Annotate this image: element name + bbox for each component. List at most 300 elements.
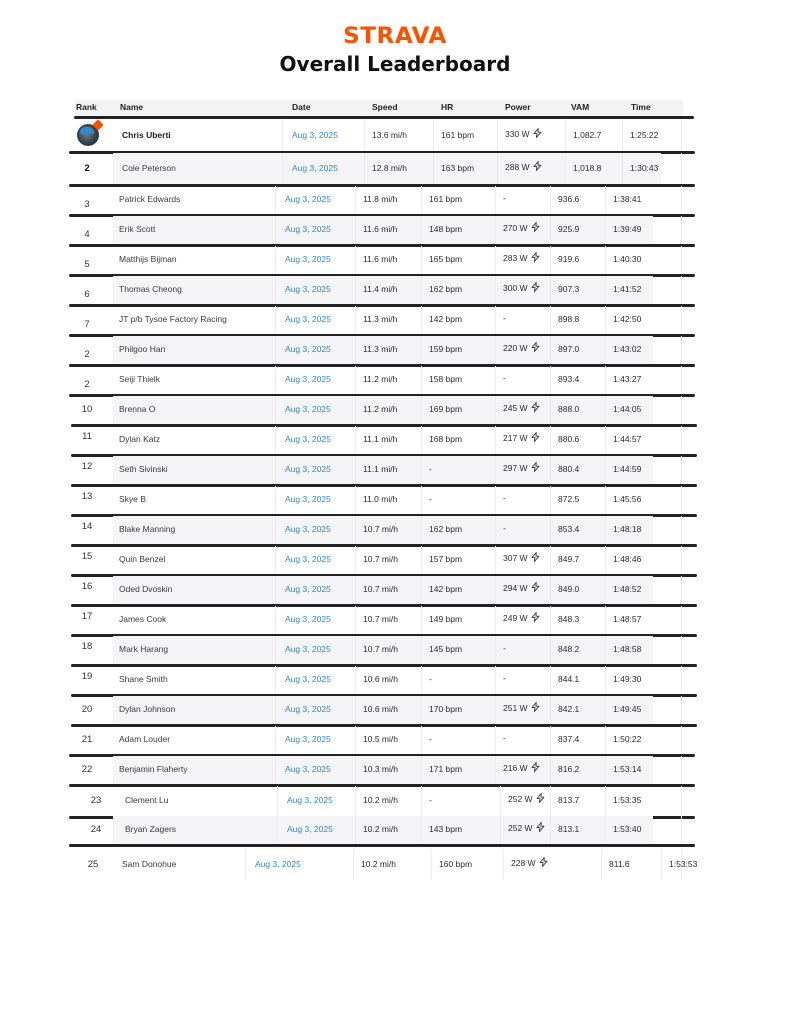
heart-rate-value: - — [429, 734, 432, 744]
column-separator — [355, 726, 356, 754]
rank-number: 6 — [84, 289, 90, 300]
column-separator — [421, 216, 422, 244]
column-header-date[interactable]: Date — [292, 102, 311, 112]
activity-date-link[interactable]: Aug 3, 2025 — [285, 434, 331, 444]
vam-value: 872.5 — [558, 494, 580, 504]
column-separator — [355, 606, 356, 634]
column-separator — [353, 850, 354, 880]
column-separator — [681, 456, 682, 484]
column-separator — [495, 216, 496, 244]
column-separator — [681, 606, 682, 634]
column-header-power[interactable]: Power — [505, 102, 531, 112]
column-separator — [421, 336, 422, 364]
elapsed-time-value: 1:44:05 — [613, 404, 642, 414]
athlete-name-link[interactable]: Erik Scott — [119, 224, 156, 234]
activity-date-link[interactable]: Aug 3, 2025 — [292, 130, 338, 140]
athlete-name-link[interactable]: James Cook — [119, 614, 167, 624]
table-row[interactable] — [75, 756, 695, 784]
column-separator — [550, 576, 551, 604]
speed-value: 10.7 mi/h — [363, 554, 398, 564]
table-row[interactable] — [75, 606, 695, 634]
vam-value: 844.1 — [558, 674, 580, 684]
elapsed-time-value: 1:44:59 — [613, 464, 642, 474]
power-value: 270 W — [503, 223, 528, 233]
column-separator — [421, 666, 422, 694]
column-separator — [355, 276, 356, 304]
column-separator — [565, 119, 566, 151]
column-separator — [275, 636, 276, 664]
speed-value: 10.7 mi/h — [363, 524, 398, 534]
rank-number: 2 — [84, 163, 90, 174]
column-separator — [282, 153, 283, 184]
power-value: 283 W — [503, 253, 528, 263]
rank-number: 21 — [81, 734, 93, 745]
athlete-name-link[interactable]: Seiji Thielk — [119, 374, 160, 384]
table-row[interactable] — [75, 153, 695, 184]
column-separator — [495, 246, 496, 274]
rank-number: 22 — [81, 764, 93, 775]
speed-value: 10.3 mi/h — [363, 764, 398, 774]
lightning-bolt-icon — [531, 252, 540, 262]
column-separator — [355, 186, 356, 214]
rank-number: 25 — [87, 859, 99, 870]
column-separator — [661, 850, 662, 880]
column-separator — [421, 486, 422, 514]
power-meter-icon — [529, 552, 540, 563]
column-separator — [550, 726, 551, 754]
vam-value: 1,018.8 — [573, 163, 602, 173]
vam-value: 888.0 — [558, 404, 580, 414]
column-separator — [550, 516, 551, 544]
heart-rate-value: 148 bpm — [429, 224, 463, 234]
vam-value: 816.2 — [558, 764, 580, 774]
lightning-bolt-icon — [533, 128, 542, 138]
column-header-speed[interactable]: Speed — [372, 102, 398, 112]
speed-value: 10.2 mi/h — [363, 824, 398, 834]
column-separator — [421, 726, 422, 754]
column-separator — [275, 756, 276, 784]
activity-date-link[interactable]: Aug 3, 2025 — [285, 704, 331, 714]
column-separator — [421, 426, 422, 454]
heart-rate-value: 165 bpm — [429, 254, 463, 264]
heart-rate-value: 161 bpm — [441, 130, 475, 140]
column-separator — [550, 426, 551, 454]
athlete-name-link[interactable]: Philgoo Han — [119, 344, 166, 354]
activity-date-link[interactable]: Aug 3, 2025 — [285, 644, 331, 654]
page-title: Overall Leaderboard — [279, 52, 511, 76]
table-row[interactable] — [75, 276, 695, 304]
activity-date-link[interactable]: Aug 3, 2025 — [287, 795, 333, 805]
athlete-name-link[interactable]: Chris Uberti — [122, 130, 171, 140]
vam-value: 811.6 — [609, 859, 630, 869]
column-separator — [550, 306, 551, 334]
power-value: 300 W — [503, 283, 528, 293]
speed-value: 10.7 mi/h — [363, 584, 398, 594]
column-separator — [605, 816, 606, 844]
column-header-name[interactable]: Name — [120, 102, 144, 112]
column-separator — [421, 756, 422, 784]
column-separator — [421, 306, 422, 334]
vam-value: 853.4 — [558, 524, 580, 534]
athlete-avatar[interactable] — [77, 124, 99, 146]
table-row[interactable] — [75, 396, 695, 424]
power-value: - — [503, 373, 506, 383]
column-separator — [605, 516, 606, 544]
vam-value: 813.7 — [558, 795, 580, 805]
athlete-name-link[interactable]: Mark Harang — [119, 644, 169, 654]
rank-number: 24 — [90, 824, 102, 835]
speed-value: 10.5 mi/h — [363, 734, 398, 744]
column-separator — [605, 726, 606, 754]
column-separator — [550, 216, 551, 244]
lightning-bolt-icon — [531, 462, 540, 472]
vam-value: 897.0 — [558, 344, 580, 354]
power-value: - — [503, 643, 506, 653]
athlete-name-link[interactable]: Oded Dvoskin — [119, 584, 173, 594]
column-separator — [355, 636, 356, 664]
column-separator — [495, 366, 496, 394]
athlete-name-link[interactable]: Bryan Zagers — [125, 824, 177, 834]
column-separator — [495, 186, 496, 214]
lightning-bolt-icon — [531, 432, 540, 442]
heart-rate-value: - — [429, 494, 432, 504]
table-row[interactable] — [75, 576, 695, 604]
column-separator — [550, 186, 551, 214]
rank-number: 18 — [81, 641, 93, 652]
vam-value: 849.7 — [558, 554, 580, 564]
power-meter-icon — [537, 857, 548, 868]
heart-rate-value: 143 bpm — [429, 824, 463, 834]
activity-date-link[interactable]: Aug 3, 2025 — [285, 464, 331, 474]
activity-date-link[interactable]: Aug 3, 2025 — [285, 314, 331, 324]
column-separator — [622, 119, 623, 151]
activity-date-link[interactable]: Aug 3, 2025 — [285, 554, 331, 564]
column-separator — [681, 276, 682, 304]
column-separator — [275, 366, 276, 394]
power-meter-icon — [529, 702, 540, 713]
column-separator — [495, 546, 496, 574]
table-row[interactable] — [75, 246, 695, 274]
elapsed-time-value: 1:25:22 — [630, 130, 659, 140]
speed-value: 11.0 mi/h — [363, 494, 398, 504]
column-separator — [497, 119, 498, 151]
table-row[interactable] — [75, 696, 695, 724]
power-meter-icon — [529, 582, 540, 593]
elapsed-time-value: 1:53:53 — [669, 859, 698, 869]
column-separator — [421, 456, 422, 484]
heart-rate-value: 161 bpm — [429, 194, 463, 204]
rank-number: 19 — [81, 671, 93, 682]
power-meter-icon — [529, 432, 540, 443]
table-row[interactable] — [75, 336, 695, 364]
column-separator — [355, 426, 356, 454]
athlete-name-link[interactable]: Dylan Johnson — [119, 704, 176, 714]
column-separator — [495, 276, 496, 304]
athlete-name-link[interactable]: Patrick Edwards — [119, 194, 181, 204]
power-value: - — [503, 733, 506, 743]
lightning-bolt-icon — [536, 793, 545, 803]
vam-value: 898.8 — [558, 314, 580, 324]
athlete-name-link[interactable]: Clement Lu — [125, 795, 169, 805]
column-separator — [355, 546, 356, 574]
table-header — [75, 100, 683, 116]
column-separator — [495, 426, 496, 454]
athlete-name-link[interactable]: Matthijs Bijman — [119, 254, 177, 264]
table-row[interactable] — [75, 426, 695, 454]
athlete-name-link[interactable]: Quin Benzel — [119, 554, 166, 564]
table-row[interactable] — [75, 516, 695, 544]
column-separator — [275, 396, 276, 424]
column-separator — [681, 366, 682, 394]
rank-number: 20 — [81, 704, 93, 715]
column-separator — [282, 119, 283, 151]
column-separator — [681, 426, 682, 454]
column-separator — [605, 426, 606, 454]
activity-date-link[interactable]: Aug 3, 2025 — [285, 344, 331, 354]
power-value: 252 W — [508, 794, 533, 804]
activity-date-link[interactable]: Aug 3, 2025 — [255, 859, 301, 869]
activity-date-link[interactable]: Aug 3, 2025 — [292, 163, 338, 173]
activity-date-link[interactable]: Aug 3, 2025 — [285, 254, 331, 264]
rank-number: 7 — [84, 319, 90, 330]
column-separator — [550, 696, 551, 724]
column-separator — [355, 366, 356, 394]
column-separator — [421, 786, 422, 816]
speed-value: 10.2 mi/h — [363, 795, 398, 805]
column-separator — [550, 366, 551, 394]
activity-date-link[interactable]: Aug 3, 2025 — [285, 764, 331, 774]
athlete-name-link[interactable]: Adam Louder — [119, 734, 171, 744]
table-row[interactable] — [75, 366, 695, 394]
rank-number: 23 — [90, 795, 102, 806]
speed-value: 11.3 mi/h — [363, 344, 398, 354]
column-separator — [275, 546, 276, 574]
activity-date-link[interactable]: Aug 3, 2025 — [285, 194, 331, 204]
column-header-vam[interactable]: VAM — [571, 102, 590, 112]
power-value: 249 W — [503, 613, 528, 623]
speed-value: 13.6 mi/h — [372, 130, 407, 140]
activity-date-link[interactable]: Aug 3, 2025 — [285, 614, 331, 624]
athlete-name-link[interactable]: Sam Donohue — [122, 859, 177, 869]
column-separator — [605, 306, 606, 334]
power-value: - — [503, 493, 506, 503]
power-value: 307 W — [503, 553, 528, 563]
speed-value: 10.7 mi/h — [363, 644, 398, 654]
power-meter-icon — [529, 282, 540, 293]
table-row[interactable] — [75, 456, 695, 484]
table-row[interactable] — [75, 186, 695, 214]
speed-value: 10.7 mi/h — [363, 614, 398, 624]
column-separator — [355, 486, 356, 514]
elapsed-time-value: 1:48:52 — [613, 584, 642, 594]
table-row[interactable] — [75, 850, 698, 880]
column-separator — [681, 336, 682, 364]
column-separator — [681, 636, 682, 664]
table-row[interactable] — [75, 816, 695, 844]
column-separator — [681, 186, 682, 214]
column-separator — [355, 516, 356, 544]
column-separator — [495, 576, 496, 604]
column-separator — [421, 696, 422, 724]
heart-rate-value: 170 bpm — [429, 704, 463, 714]
column-separator — [605, 246, 606, 274]
elapsed-time-value: 1:41:52 — [613, 284, 642, 294]
vam-value: 907.3 — [558, 284, 580, 294]
power-meter-icon — [529, 402, 540, 413]
column-separator — [275, 276, 276, 304]
lightning-bolt-icon — [531, 552, 540, 562]
power-value: 297 W — [503, 463, 528, 473]
column-separator — [277, 816, 278, 844]
athlete-name-link[interactable]: JT p/b Tysoe Factory Racing — [119, 314, 227, 324]
column-separator — [355, 756, 356, 784]
column-header-rank[interactable]: Rank — [76, 102, 97, 112]
column-separator — [681, 396, 682, 424]
athlete-name-link[interactable]: Shane Smith — [119, 674, 168, 684]
column-separator — [355, 816, 356, 844]
table-row[interactable] — [75, 306, 695, 334]
rank-number: 13 — [81, 491, 93, 502]
power-value: 294 W — [503, 583, 528, 593]
vam-value: 848.2 — [558, 644, 580, 654]
column-separator — [421, 396, 422, 424]
column-separator — [605, 366, 606, 394]
column-header-time[interactable]: Time — [631, 102, 651, 112]
column-separator — [681, 696, 682, 724]
athlete-name-link[interactable]: Cole Peterson — [122, 163, 176, 173]
table-row[interactable] — [75, 119, 695, 151]
elapsed-time-value: 1:39:49 — [613, 224, 642, 234]
elapsed-time-value: 1:30:43 — [630, 163, 659, 173]
column-separator — [681, 306, 682, 334]
table-row[interactable] — [75, 666, 695, 694]
power-meter-icon — [534, 822, 545, 833]
column-separator — [605, 486, 606, 514]
power-value: 251 W — [503, 703, 528, 713]
rank-number: 5 — [84, 259, 90, 270]
speed-value: 11.1 mi/h — [363, 464, 398, 474]
vam-value: 925.9 — [558, 224, 580, 234]
column-separator — [495, 606, 496, 634]
column-separator — [681, 546, 682, 574]
activity-date-link[interactable]: Aug 3, 2025 — [285, 284, 331, 294]
athlete-name-link[interactable]: Benjamin Flaherty — [119, 764, 188, 774]
column-separator — [622, 153, 623, 184]
power-value: - — [503, 313, 506, 323]
power-meter-icon — [534, 793, 545, 804]
vam-value: 813.1 — [558, 824, 580, 834]
elapsed-time-value: 1:45:56 — [613, 494, 642, 504]
column-separator — [605, 696, 606, 724]
speed-value: 10.6 mi/h — [363, 674, 398, 684]
heart-rate-value: 168 bpm — [429, 434, 463, 444]
activity-date-link[interactable]: Aug 3, 2025 — [285, 734, 331, 744]
heart-rate-value: - — [429, 464, 432, 474]
column-separator — [355, 666, 356, 694]
column-separator — [421, 576, 422, 604]
table-row[interactable] — [75, 486, 695, 514]
table-row[interactable] — [75, 786, 695, 816]
heart-rate-value: 159 bpm — [429, 344, 463, 354]
column-separator — [421, 186, 422, 214]
athlete-name-link[interactable]: Blake Manning — [119, 524, 176, 534]
power-value: 252 W — [508, 823, 533, 833]
column-separator — [355, 336, 356, 364]
table-row[interactable] — [75, 726, 695, 754]
column-separator — [500, 786, 501, 816]
activity-date-link[interactable]: Aug 3, 2025 — [285, 494, 331, 504]
power-meter-icon — [529, 252, 540, 263]
column-separator — [605, 576, 606, 604]
column-separator — [495, 456, 496, 484]
vam-value: 848.3 — [558, 614, 580, 624]
activity-date-link[interactable]: Aug 3, 2025 — [285, 224, 331, 234]
column-separator — [605, 336, 606, 364]
column-separator — [495, 666, 496, 694]
elapsed-time-value: 1:49:45 — [613, 704, 642, 714]
column-separator — [550, 756, 551, 784]
elapsed-time-value: 1:53:40 — [613, 824, 642, 834]
column-separator — [495, 726, 496, 754]
column-separator — [605, 786, 606, 816]
column-separator — [605, 456, 606, 484]
power-value: 228 W — [511, 858, 536, 868]
activity-date-link[interactable]: Aug 3, 2025 — [285, 674, 331, 684]
speed-value: 11.2 mi/h — [363, 404, 398, 414]
column-separator — [681, 576, 682, 604]
vam-value: 893.4 — [558, 374, 580, 384]
column-separator — [550, 396, 551, 424]
rank-number: 10 — [81, 404, 93, 415]
column-header-hr[interactable]: HR — [441, 102, 454, 112]
power-value: 217 W — [503, 433, 528, 443]
column-separator — [433, 153, 434, 184]
activity-date-link[interactable]: Aug 3, 2025 — [285, 404, 331, 414]
column-separator — [275, 726, 276, 754]
activity-date-link[interactable]: Aug 3, 2025 — [285, 524, 331, 534]
column-separator — [421, 816, 422, 844]
table-row[interactable] — [75, 546, 695, 574]
column-separator — [605, 216, 606, 244]
column-separator — [275, 516, 276, 544]
column-separator — [275, 246, 276, 274]
athlete-name-link[interactable]: Brenna O — [119, 404, 156, 414]
table-row[interactable] — [75, 636, 695, 664]
column-separator — [605, 396, 606, 424]
column-separator — [550, 486, 551, 514]
column-separator — [550, 336, 551, 364]
athlete-name-link[interactable]: Dylan Katz — [119, 434, 161, 444]
athlete-name-link[interactable]: Thomas Cheong — [119, 284, 182, 294]
table-row[interactable] — [75, 216, 695, 244]
lightning-bolt-icon — [531, 342, 540, 352]
column-separator — [681, 726, 682, 754]
vam-value: 1,082.7 — [573, 130, 602, 140]
elapsed-time-value: 1:53:14 — [613, 764, 642, 774]
vam-value: 919.6 — [558, 254, 580, 264]
activity-date-link[interactable]: Aug 3, 2025 — [287, 824, 333, 834]
athlete-name-link[interactable]: Seth Sivinski — [119, 464, 168, 474]
activity-date-link[interactable]: Aug 3, 2025 — [285, 374, 331, 384]
elapsed-time-value: 1:48:57 — [613, 614, 642, 624]
power-meter-icon — [531, 128, 542, 139]
activity-date-link[interactable]: Aug 3, 2025 — [285, 584, 331, 594]
power-value: 288 W — [505, 162, 530, 172]
athlete-name-link[interactable]: Skye B — [119, 494, 146, 504]
column-separator — [605, 666, 606, 694]
speed-value: 10.6 mi/h — [363, 704, 398, 714]
heart-rate-value: 162 bpm — [429, 284, 463, 294]
